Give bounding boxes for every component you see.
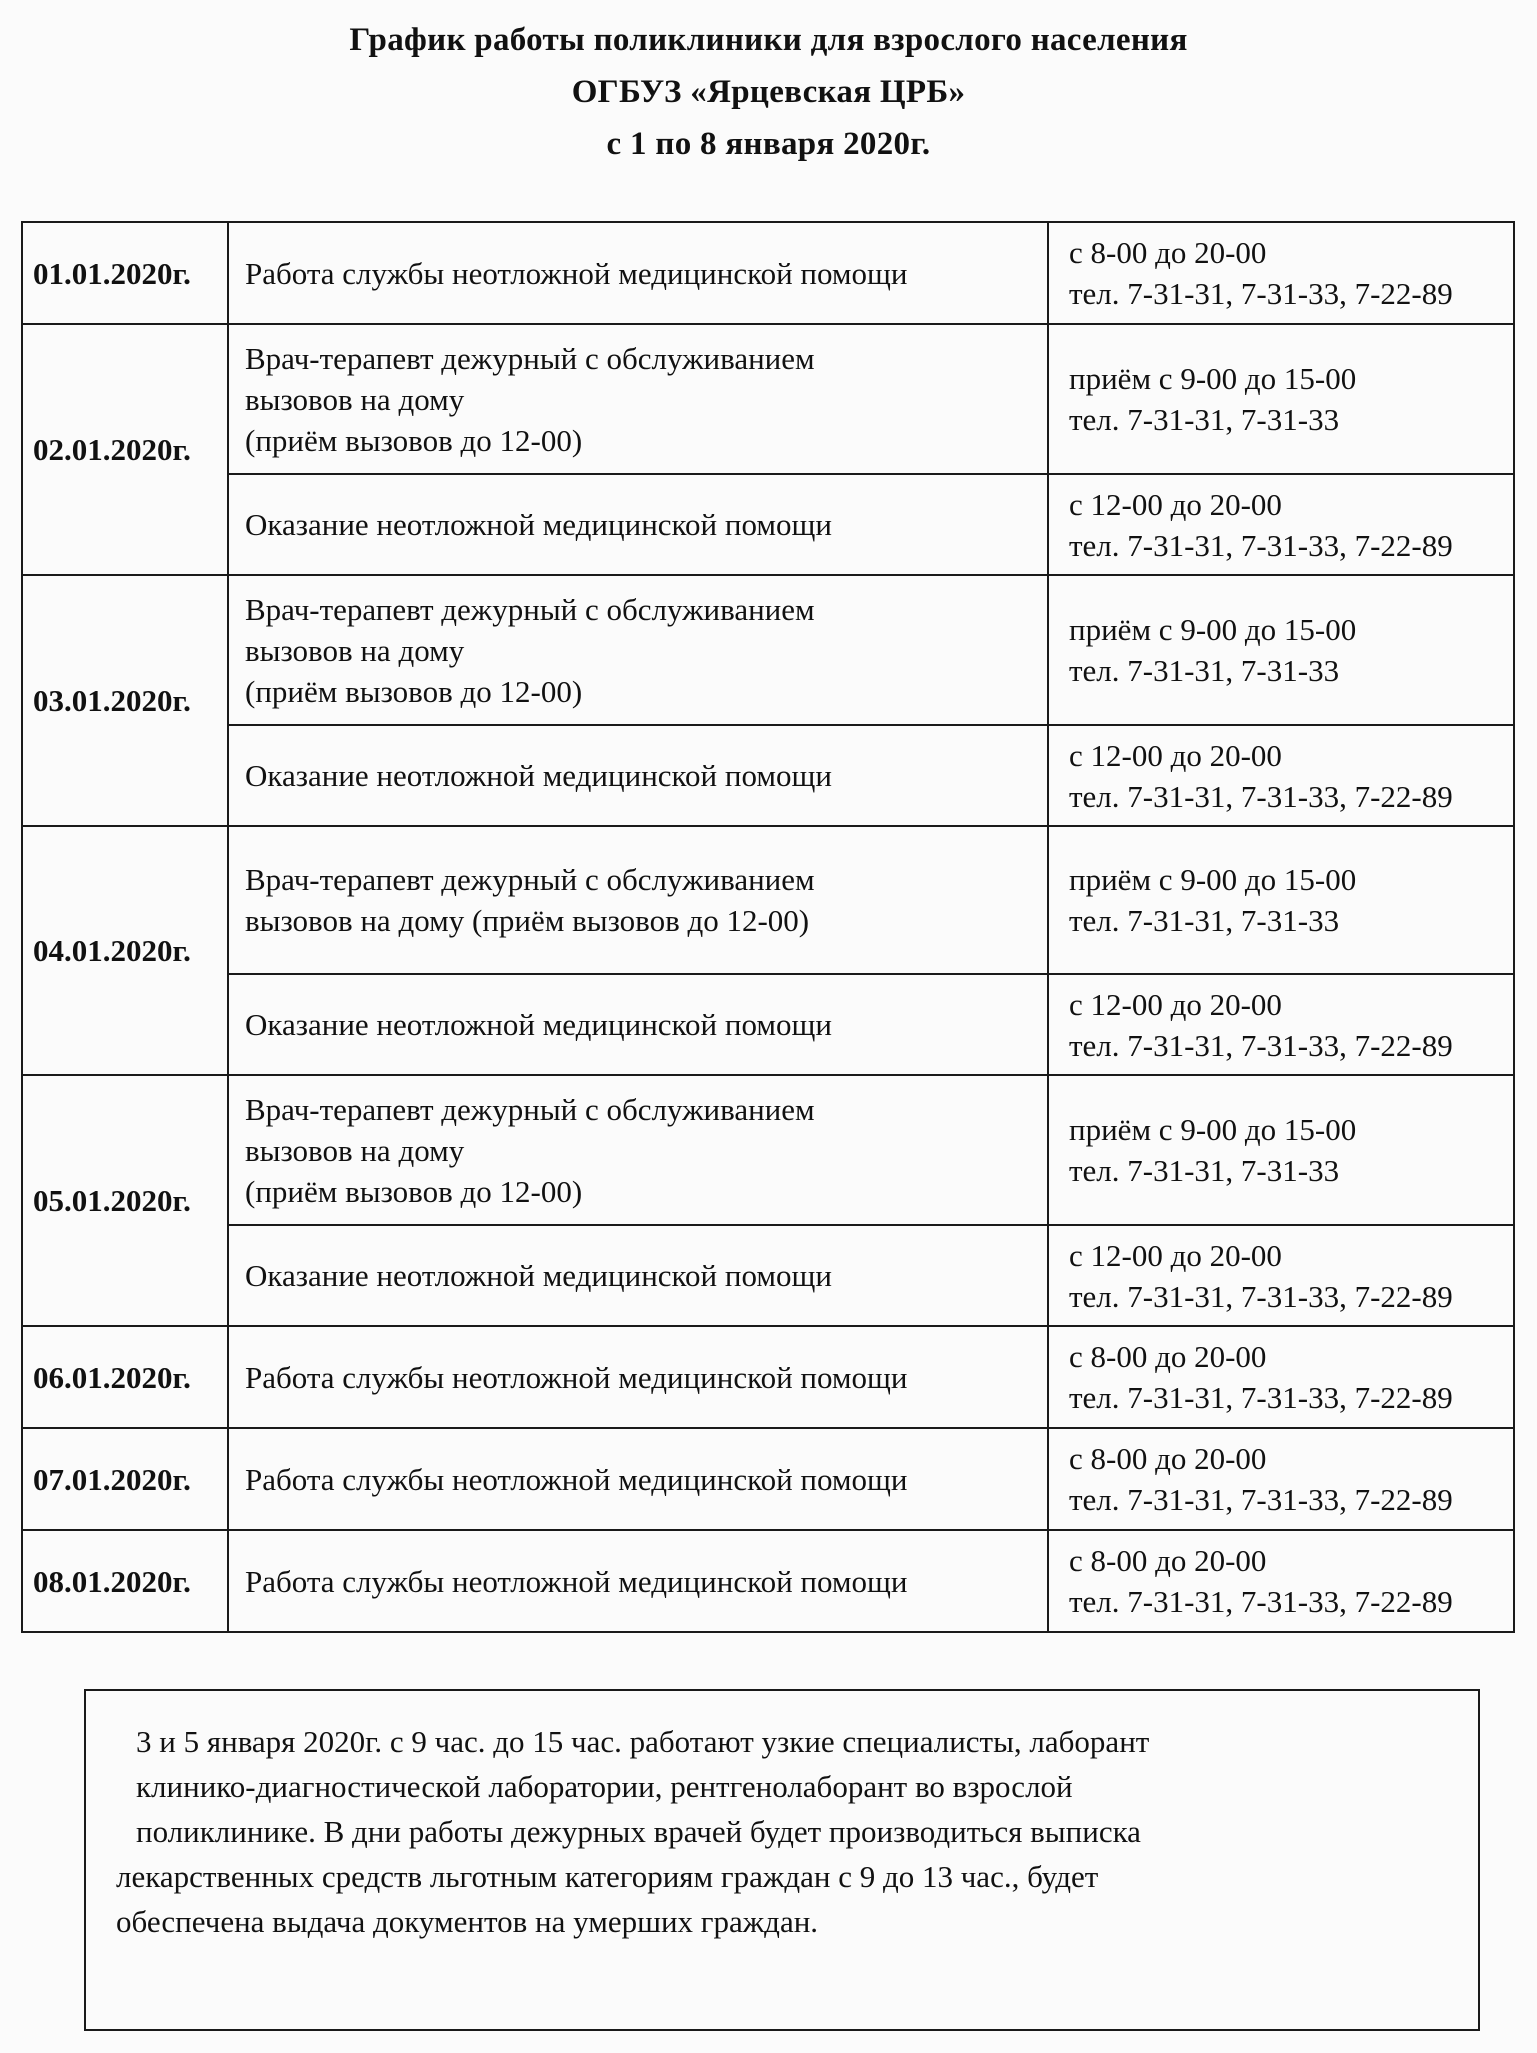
service-text: Оказание неотложной медицинской помощи	[245, 1258, 832, 1293]
phone-text: тел. 7-31-31, 7-31-33, 7-22-89	[1069, 1278, 1453, 1314]
service-text: (приём вызовов до 12-00)	[245, 1173, 583, 1209]
hours-cell	[1048, 324, 1514, 474]
table-row	[22, 1428, 1514, 1530]
phone-text: тел. 7-31-31, 7-31-33, 7-22-89	[1069, 1482, 1453, 1517]
table-row	[22, 222, 1514, 324]
service-cell	[228, 826, 1048, 974]
hours-text: приём с 9-00 до 15-00	[1069, 862, 1357, 897]
hours-cell	[1048, 1225, 1514, 1326]
service-cell	[228, 1225, 1048, 1326]
phone-text: тел. 7-31-31, 7-31-33	[1069, 653, 1340, 688]
hours-text: приём с 9-00 до 15-00	[1069, 1112, 1357, 1147]
notice-line: поликлинике. В дни работы дежурных врачей будет производиться выписка	[136, 1814, 1141, 1849]
service-cell	[228, 575, 1048, 725]
phone-text: тел. 7-31-31, 7-31-33, 7-22-89	[1069, 778, 1453, 814]
service-cell	[228, 1428, 1048, 1530]
service-text: (приём вызовов до 12-00)	[245, 422, 583, 458]
table-row	[22, 474, 1514, 575]
table-row	[22, 1326, 1514, 1428]
hours-text: с 8-00 до 20-00	[1069, 1441, 1267, 1476]
hours-cell	[1048, 1326, 1514, 1428]
date-cell: 03.01.2020г.	[22, 575, 228, 826]
notice-line: обеспечена выдача документов на умерших граждан.	[116, 1904, 819, 1939]
phone-text: тел. 7-31-31, 7-31-33, 7-22-89	[1069, 1027, 1453, 1063]
hours-cell	[1048, 974, 1514, 1075]
notice-line: 3 и 5 января 2020г. с 9 час. до 15 час. работают узкие специалисты, лаборант	[136, 1724, 1150, 1759]
table-row	[22, 725, 1514, 826]
date-cell: 02.01.2020г.	[22, 324, 228, 575]
hours-cell	[1048, 725, 1514, 826]
notice-line: лекарственных средств льготным категориям граждан с 9 до 13 час., будет	[116, 1859, 1099, 1894]
notice-line: клинико-диагностической лаборатории, рентгенолаборант во взрослой	[136, 1769, 1073, 1804]
table-row	[22, 575, 1514, 725]
date-cell: 04.01.2020г.	[22, 826, 228, 1075]
hours-cell	[1048, 1428, 1514, 1530]
service-cell	[228, 474, 1048, 575]
table-row	[22, 1530, 1514, 1632]
service-text: Врач-терапевт дежурный с обслуживанием	[245, 340, 815, 376]
service-text: Работа службы неотложной медицинской помощи	[245, 1563, 908, 1599]
service-text: Врач-терапевт дежурный с обслуживанием	[245, 862, 815, 897]
service-text: Работа службы неотложной медицинской помощи	[245, 1461, 908, 1497]
phone-text: тел. 7-31-31, 7-31-33	[1069, 402, 1340, 437]
phone-text: тел. 7-31-31, 7-31-33, 7-22-89	[1069, 276, 1453, 311]
service-text: Врач-терапевт дежурный с обслуживанием	[245, 591, 815, 627]
phone-text: тел. 7-31-31, 7-31-33, 7-22-89	[1069, 1380, 1453, 1415]
service-text: вызовов на дому	[245, 1132, 465, 1168]
hours-text: с 8-00 до 20-00	[1069, 1339, 1267, 1374]
table-row	[22, 974, 1514, 1075]
phone-text: тел. 7-31-31, 7-31-33, 7-22-89	[1069, 1584, 1453, 1619]
hours-cell	[1048, 222, 1514, 324]
hours-text: приём с 9-00 до 15-00	[1069, 612, 1357, 647]
notice-box	[84, 1689, 1480, 2031]
service-text: Работа службы неотложной медицинской помощи	[245, 255, 908, 291]
service-cell	[228, 1075, 1048, 1225]
service-text: Оказание неотложной медицинской помощи	[245, 507, 832, 542]
service-text: вызовов на дому	[245, 381, 465, 417]
hours-cell	[1048, 575, 1514, 725]
date-cell: 08.01.2020г.	[22, 1530, 228, 1632]
service-cell	[228, 222, 1048, 324]
service-text: Врач-терапевт дежурный с обслуживанием	[245, 1091, 815, 1127]
service-text: (приём вызовов до 12-00)	[245, 673, 583, 709]
service-cell	[228, 974, 1048, 1075]
date-cell: 07.01.2020г.	[22, 1428, 228, 1530]
table-row	[22, 324, 1514, 474]
table-row	[22, 826, 1514, 974]
service-text: вызовов на дому	[245, 632, 465, 668]
hours-cell	[1048, 826, 1514, 974]
hours-cell	[1048, 1530, 1514, 1632]
date-range: с 1 по 8 января 2020г.	[606, 126, 931, 162]
phone-text: тел. 7-31-31, 7-31-33	[1069, 1153, 1340, 1188]
hours-text: с 12-00 до 20-00	[1069, 1237, 1282, 1273]
hours-text: с 12-00 до 20-00	[1069, 486, 1282, 522]
date-cell: 01.01.2020г.	[22, 222, 228, 324]
phone-text: тел. 7-31-31, 7-31-33	[1069, 903, 1340, 938]
service-cell	[228, 725, 1048, 826]
service-cell	[228, 1530, 1048, 1632]
service-text: вызовов на дому (приём вызовов до 12-00)	[245, 903, 810, 938]
service-text: Работа службы неотложной медицинской помощи	[245, 1359, 908, 1395]
document-title: График работы поликлиники для взрослого населения	[349, 22, 1188, 58]
table-row	[22, 1075, 1514, 1225]
organization-name: ОГБУЗ «Ярцевская ЦРБ»	[571, 74, 966, 110]
date-cell: 06.01.2020г.	[22, 1326, 228, 1428]
table-row	[22, 1225, 1514, 1326]
hours-text: с 12-00 до 20-00	[1069, 986, 1282, 1022]
hours-text: с 8-00 до 20-00	[1069, 235, 1267, 270]
hours-cell	[1048, 1075, 1514, 1225]
schedule-table	[21, 221, 1515, 1633]
date-cell: 05.01.2020г.	[22, 1075, 228, 1326]
hours-text: приём с 9-00 до 15-00	[1069, 361, 1357, 396]
hours-text: с 12-00 до 20-00	[1069, 737, 1282, 773]
service-text: Оказание неотложной медицинской помощи	[245, 1007, 832, 1042]
service-text: Оказание неотложной медицинской помощи	[245, 758, 832, 793]
phone-text: тел. 7-31-31, 7-31-33, 7-22-89	[1069, 527, 1453, 563]
hours-cell	[1048, 474, 1514, 575]
hours-text: с 8-00 до 20-00	[1069, 1543, 1267, 1578]
service-cell	[228, 324, 1048, 474]
service-cell	[228, 1326, 1048, 1428]
